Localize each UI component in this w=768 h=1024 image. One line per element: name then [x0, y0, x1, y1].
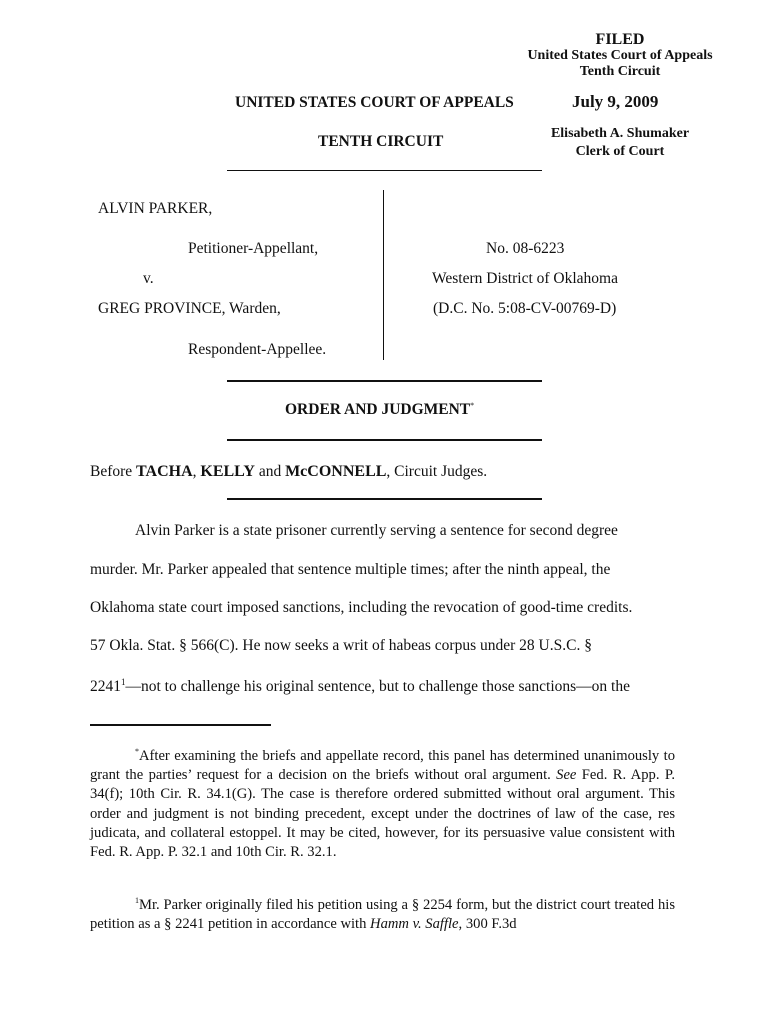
body-line-5 — [90, 677, 630, 696]
clerk-block — [535, 125, 705, 161]
footnote-star-marker: * — [135, 747, 139, 756]
district: Western District of Oklahoma — [432, 270, 618, 287]
footnote-one-text-b: , 300 F.3d — [458, 916, 517, 933]
body-line-3: Oklahoma state court imposed sanctions, including the revocation of good-time credits. — [90, 599, 633, 616]
caption-divider — [383, 190, 384, 360]
judge-tacha: TACHA — [136, 463, 193, 480]
footnote-star-text-a: After examining the briefs and appellate record, this panel has determined unanimously to grant the parties’ request for a decision on the briefs without oral argument. — [90, 747, 675, 784]
appellant-role: Petitioner-Appellant, — [188, 240, 319, 257]
footnote-star — [90, 742, 675, 863]
panel-sep: , — [192, 463, 201, 480]
dc-number: (D.C. No. 5:08-CV-00769-D) — [433, 300, 617, 317]
appellee-name: GREG PROVINCE, Warden, — [98, 300, 281, 317]
case-number: No. 08-6223 — [486, 240, 565, 257]
footnote-one-case: Hamm v. Saffle — [370, 916, 459, 933]
title-footnote-marker: * — [470, 401, 475, 410]
court-name: UNITED STATES COURT OF APPEALS — [235, 94, 514, 111]
judge-mcconnell: McCONNELL — [285, 463, 387, 480]
panel-suffix: , Circuit Judges. — [386, 463, 488, 480]
footnote-one-text-a: Mr. Parker originally filed his petition using a § 2254 form, but the district court treated his petition as a § 2241 petition in accordance with — [90, 896, 675, 933]
body-line-5-start: 2241 — [90, 678, 121, 696]
header-divider — [227, 170, 542, 171]
footnote-1-ref: 1 — [121, 677, 126, 687]
panel-and: and — [254, 463, 286, 480]
circuit-name: TENTH CIRCUIT — [318, 133, 444, 150]
body-line-1: Alvin Parker is a state prisoner currently serving a sentence for second degree — [135, 522, 618, 539]
filed-circuit: Tenth Circuit — [579, 64, 661, 79]
footnote-one-marker: 1 — [135, 896, 139, 905]
judge-kelly: KELLY — [200, 463, 255, 480]
title-rule-bottom — [227, 439, 542, 441]
panel-prefix: Before — [90, 463, 137, 480]
clerk-title: Clerk of Court — [575, 144, 665, 159]
filed-label: FILED — [595, 31, 645, 48]
filed-date: July 9, 2009 — [572, 92, 659, 111]
versus: v. — [143, 270, 154, 287]
filed-court: United States Court of Appeals — [527, 48, 713, 63]
title-rule-top — [227, 380, 542, 382]
body-line-2: murder. Mr. Parker appealed that sentence multiple times; after the ninth appeal, the — [90, 561, 611, 578]
clerk-name: Elisabeth A. Shumaker — [550, 126, 690, 141]
document-title — [285, 401, 474, 419]
footnote-separator — [90, 724, 271, 726]
body-line-5-end: —not to challenge his original sentence, but to challenge those sanctions—on the — [125, 678, 630, 696]
appellant-name: ALVIN PARKER, — [98, 200, 213, 217]
panel-rule — [227, 498, 542, 500]
document-title-text: ORDER AND JUDGMENT — [285, 401, 471, 419]
body-line-4: 57 Okla. Stat. § 566(C). He now seeks a writ of habeas corpus under 28 U.S.C. § — [90, 637, 592, 654]
filed-stamp — [505, 31, 735, 80]
appellee-role: Respondent-Appellee. — [188, 341, 327, 358]
footnote-one — [90, 891, 675, 934]
footnote-star-see: See — [556, 767, 577, 784]
panel-line — [90, 463, 487, 481]
footnote-star-text-b: Fed. R. App. P. 34(f); 10th Cir. R. 34.1(G). The case is therefore ordered submitted without oral argument. This order and judgment is not binding precedent, except under the doctrines of law of the case, res judicata, and collateral estoppel. It may be cited, however, for its persuasive value consistent with Fed. R. App. P. 32.1 and 10th Cir. R. 32.1. — [90, 767, 675, 861]
